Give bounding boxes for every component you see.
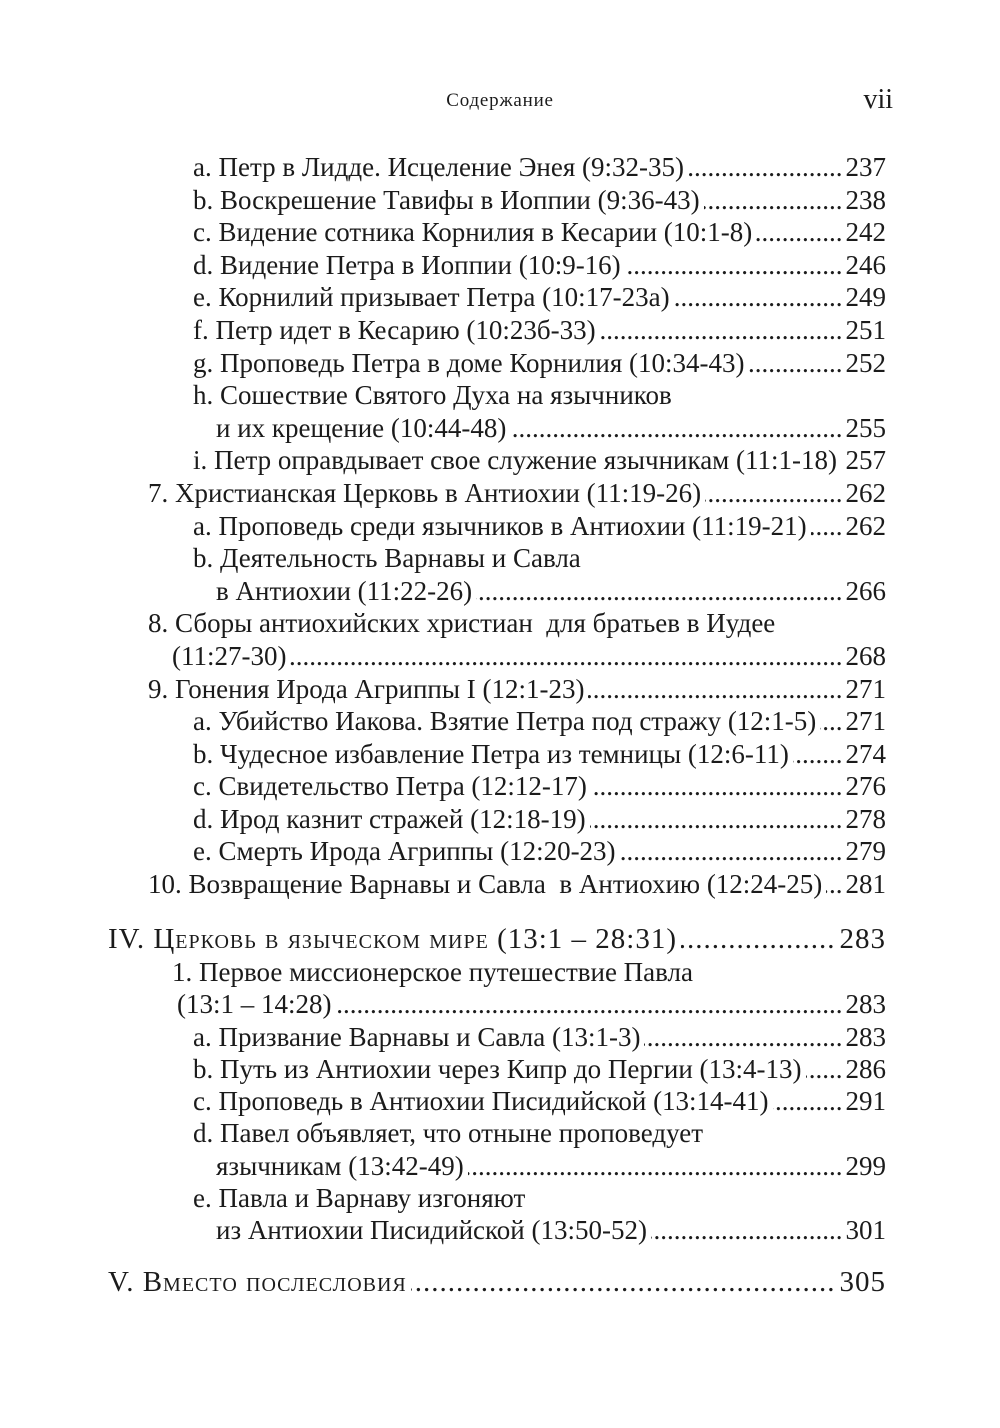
toc-entry — [0, 184, 1000, 217]
toc-entry-page: 249 — [845, 282, 886, 313]
toc-entry-label: a. Проповедь среди язычников в Антиохии (11:19-21) — [193, 510, 807, 541]
toc-entry-page: 278 — [845, 803, 886, 834]
toc-leader — [811, 510, 843, 543]
toc-leader — [510, 412, 842, 445]
toc-entry — [0, 956, 1000, 1021]
toc-entry-line — [0, 956, 1000, 988]
toc-entry-label: b. Путь из Антиохии через Кипр до Пергии (13:4-13) — [193, 1053, 802, 1084]
toc-leader — [476, 575, 842, 608]
toc-entry-label: e. Павла и Варнаву изгоняют — [193, 1182, 526, 1213]
toc-entry-label: a. Призвание Варнавы и Савла (13:1-3) — [193, 1021, 641, 1052]
toc-entry-page: 283 — [845, 1021, 886, 1052]
toc-entry-page: 246 — [845, 249, 886, 280]
toc-entry — [0, 510, 1000, 543]
toc-entry-line — [0, 607, 1000, 640]
toc-entry-line — [0, 988, 1000, 1020]
toc-entry-page: 281 — [845, 869, 886, 900]
toc-entry-page: 257 — [845, 445, 886, 476]
toc-entry-label: g. Проповедь Петра в доме Корнилия (10:34-43) — [193, 347, 745, 378]
toc-entry-page: 268 — [845, 640, 886, 671]
toc-leader — [411, 1265, 836, 1299]
toc-group-part3 — [0, 151, 1000, 901]
toc-leader — [674, 281, 843, 314]
toc-entry — [0, 705, 1000, 738]
toc-entry-label: d. Павел объявляет, что отныне проповедует — [193, 1118, 704, 1149]
toc-entry — [0, 314, 1000, 347]
toc-leader — [704, 184, 843, 217]
toc-entry-label: 9. Гонения Ирода Агриппы I (12:1-23) — [148, 673, 585, 704]
toc-entry-page: 276 — [845, 771, 886, 802]
toc-entry-line — [0, 412, 1000, 445]
toc-entry-label: i. Петр оправдывает свое служение язычникам (11:1-18) — [193, 445, 837, 476]
toc-leader — [468, 1150, 843, 1182]
toc-entry-label: b. Воскрешение Тавифы в Иоппии (9:36-43) — [193, 184, 700, 215]
toc-entry-label-continued: и их крещение (10:44-48) — [216, 412, 507, 443]
toc-entry — [0, 770, 1000, 803]
toc-entry-page: 262 — [845, 477, 886, 508]
toc-part-title: V. Вместо послесловия — [108, 1266, 407, 1299]
toc-entry — [0, 1021, 1000, 1053]
toc-entry — [0, 1085, 1000, 1117]
toc-leader — [705, 477, 842, 510]
toc-entry — [0, 216, 1000, 249]
toc-part-heading — [0, 1265, 1000, 1299]
toc-entry-line — [0, 1182, 1000, 1214]
toc-entry — [0, 868, 1000, 901]
toc-entry-page: 271 — [845, 706, 886, 737]
toc-leader — [756, 216, 842, 249]
toc-entry-page: 266 — [845, 575, 886, 606]
toc-entry — [0, 835, 1000, 868]
toc-entry-line — [0, 542, 1000, 575]
toc-entry-label: d. Видение Петра в Иоппии (10:9-16) — [193, 249, 621, 280]
toc-entry — [0, 738, 1000, 771]
toc-entry-label: 1. Первое миссионерское путешествие Павла — [172, 957, 694, 988]
toc-entry-line — [0, 640, 1000, 673]
toc-part-page: 305 — [839, 1266, 886, 1299]
toc-entry — [0, 673, 1000, 706]
toc-leader — [688, 151, 843, 184]
toc-entry-page: 242 — [845, 217, 886, 248]
toc-entry-label: d. Ирод казнит стражей (12:18-19) — [193, 803, 586, 834]
toc-entry — [0, 249, 1000, 282]
toc-leader — [588, 673, 842, 706]
toc-entry-label: 8. Сборы антиохийских христиан для братьев в Иудее — [148, 608, 776, 639]
toc-entry-line — [0, 1117, 1000, 1149]
toc-entry-label: e. Корнилий призывает Петра (10:17-23а) — [193, 282, 670, 313]
toc-entry — [0, 347, 1000, 380]
toc-entry-label: a. Петр в Лидде. Исцеление Энея (9:32-35) — [193, 152, 684, 182]
toc-entry-label-continued: в Антиохии (11:22-26) — [216, 575, 473, 606]
toc-entry-line — [0, 1150, 1000, 1182]
toc-entry — [0, 607, 1000, 672]
toc-leader — [600, 314, 843, 347]
toc-entry-page: 299 — [845, 1150, 886, 1181]
toc-entry-label-continued: язычникам (13:42-49) — [216, 1150, 464, 1181]
toc-leader — [773, 1085, 843, 1117]
toc-entry-label: b. Деятельность Варнавы и Савла — [193, 543, 581, 574]
toc-entry-page: 301 — [845, 1215, 886, 1246]
toc-entry — [0, 444, 1000, 477]
toc-leader — [625, 249, 843, 282]
toc-leader — [590, 803, 843, 836]
toc-entry-page: 255 — [845, 412, 886, 443]
toc-entry-label-continued: (13:1 – 14:28) — [177, 989, 332, 1020]
toc-entry-label: b. Чудесное избавление Петра из темницы (12:6-11) — [193, 738, 789, 769]
toc-entry — [0, 542, 1000, 607]
toc-entry — [0, 151, 1000, 184]
toc-part-heading — [0, 922, 1000, 956]
toc-entry-line — [0, 1214, 1000, 1246]
toc-leader — [841, 444, 843, 477]
toc-entry-page: 286 — [845, 1053, 886, 1084]
toc-entry-page: 271 — [845, 673, 886, 704]
toc-leader — [336, 988, 843, 1020]
toc-entry-page: 283 — [845, 989, 886, 1020]
toc-entry-page: 279 — [845, 836, 886, 867]
toc-leader — [806, 1053, 843, 1085]
toc-entry-label-continued: (11:27-30) — [172, 640, 287, 671]
toc-entry — [0, 1053, 1000, 1085]
toc-entry-page: 251 — [845, 314, 886, 345]
running-header-title: Содержание — [446, 90, 554, 111]
toc-leader — [620, 835, 843, 868]
toc-entry-label: 10. Возвращение Варнавы и Савла в Антиохию (12:24-25) — [148, 869, 823, 900]
toc-leader — [748, 347, 842, 380]
toc-entry-label: c. Видение сотника Корнилия в Кесарии (10:1-8) — [193, 217, 753, 248]
toc-leader — [591, 770, 843, 803]
page-number: vii — [863, 84, 893, 115]
toc-entry-label-continued: из Антиохии Писидийской (13:50-52) — [216, 1215, 647, 1246]
toc-entry-label: h. Сошествие Святого Духа на язычников — [193, 380, 672, 411]
toc-group-part4 — [0, 956, 1000, 1246]
toc-leader — [793, 738, 843, 771]
toc-entry-page: 237 — [845, 152, 886, 182]
toc-entry-label: c. Свидетельство Петра (12:12-17) — [193, 771, 587, 802]
toc-entry — [0, 379, 1000, 444]
toc-entry-label: f. Петр идет в Кесарию (10:23б-33) — [193, 314, 596, 345]
toc-entry-line — [0, 575, 1000, 608]
toc-leader — [826, 868, 842, 901]
toc-entry-label: e. Смерть Ирода Агриппы (12:20-23) — [193, 836, 616, 867]
toc-entry-page: 262 — [845, 510, 886, 541]
table-of-contents — [0, 151, 1000, 1299]
toc-entry-label: c. Проповедь в Антиохии Писидийской (13:14-41) — [193, 1086, 769, 1117]
toc-entry-page: 274 — [845, 738, 886, 769]
toc-entry-page: 291 — [845, 1086, 886, 1117]
toc-entry — [0, 803, 1000, 836]
toc-part-page: 283 — [839, 923, 886, 956]
toc-entry-label: a. Убийство Иакова. Взятие Петра под стражу (12:1-5) — [193, 706, 817, 737]
toc-leader — [681, 922, 835, 956]
toc-entry — [0, 1117, 1000, 1182]
toc-entry-page: 252 — [845, 347, 886, 378]
toc-leader — [651, 1214, 843, 1246]
toc-entry-line — [0, 379, 1000, 412]
toc-leader — [290, 640, 842, 673]
toc-entry-label: 7. Христианская Церковь в Антиохии (11:19-26) — [148, 477, 702, 508]
toc-entry-page: 238 — [845, 184, 886, 215]
toc-part-title: IV. Церковь в языческом мире (13:1 – 28:31) — [108, 923, 678, 956]
toc-entry — [0, 281, 1000, 314]
toc-leader — [644, 1021, 842, 1053]
toc-entry — [0, 477, 1000, 510]
toc-leader — [820, 705, 842, 738]
toc-entry — [0, 1182, 1000, 1247]
running-header — [0, 83, 1000, 117]
